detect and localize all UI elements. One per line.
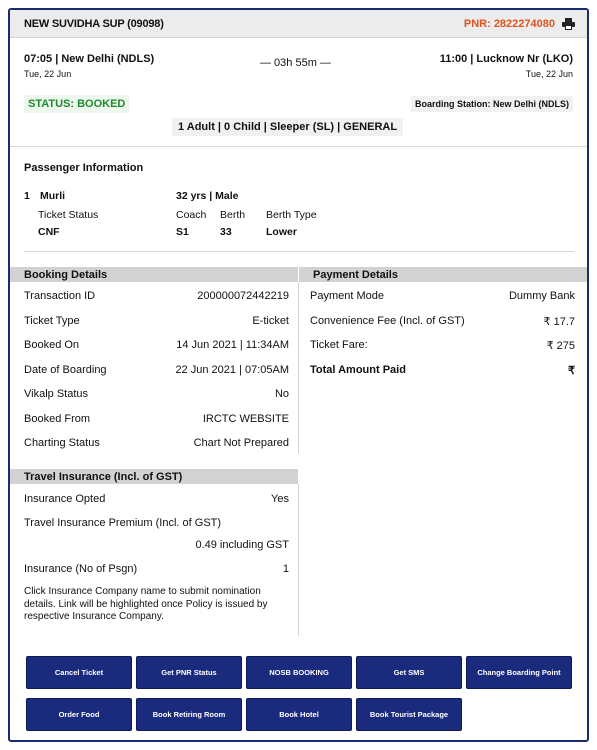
payment-label-ticket-fare: Ticket Fare: xyxy=(310,339,368,351)
booking-details-header: Booking Details xyxy=(10,267,298,282)
cancel-ticket-button[interactable]: Cancel Ticket xyxy=(26,656,132,689)
booking-label-booked-from: Booked From xyxy=(24,413,91,425)
berth-type-label: Berth Type xyxy=(266,209,317,221)
insurance-premium-value: 0.49 including GST xyxy=(195,539,289,551)
coach-value: S1 xyxy=(176,226,189,238)
payment-value-mode: Dummy Bank xyxy=(508,290,575,302)
book-hotel-button[interactable]: Book Hotel xyxy=(246,698,352,731)
payment-label-mode: Payment Mode xyxy=(310,290,384,302)
journey-summary xyxy=(10,50,587,90)
coach-label: Coach xyxy=(176,209,207,221)
book-retiring-room-button[interactable]: Book Retiring Room xyxy=(136,698,242,731)
booking-label-vikalp-status: Vikalp Status xyxy=(24,388,89,400)
payment-value-convenience-fee: ₹ 17.7 xyxy=(543,316,575,328)
booking-value-booked-on: 14 Jun 2021 | 11:34AM xyxy=(176,339,289,351)
get-pnr-status-button[interactable]: Get PNR Status xyxy=(136,656,242,689)
divider xyxy=(24,251,574,252)
payment-label-convenience-fee: Convenience Fee (Incl. of GST) xyxy=(310,315,465,327)
print-icon[interactable] xyxy=(562,18,575,30)
ticket-status-label: Ticket Status xyxy=(38,209,99,221)
booking-value-charting-status: Chart Not Prepared xyxy=(193,437,289,449)
boarding-station: Boarding Station: New Delhi (NDLS) xyxy=(411,96,573,112)
berth-value: 33 xyxy=(220,226,232,238)
get-sms-button[interactable]: Get SMS xyxy=(356,656,462,689)
departure-date: Tue, 22 Jun xyxy=(24,69,72,79)
passenger-index: 1 xyxy=(24,190,30,202)
arrival-date: Tue, 22 Jun xyxy=(525,69,573,79)
payment-value-ticket-fare: ₹ 275 xyxy=(546,340,575,352)
payment-value-total: ₹ xyxy=(568,365,575,377)
booking-label-ticket-type: Ticket Type xyxy=(24,315,80,327)
passenger-age-gender: 32 yrs | Male xyxy=(176,190,239,202)
status-badge: STATUS: BOOKED xyxy=(24,95,129,113)
passenger-info-title: Passenger Information xyxy=(24,162,144,174)
train-name: NEW SUVIDHA SUP (09098) xyxy=(24,18,164,30)
insurance-count-value: 1 xyxy=(282,563,289,575)
journey-duration: — 03h 55m — xyxy=(260,57,331,69)
insurance-header: Travel Insurance (Incl. of GST) xyxy=(10,469,298,484)
insurance-opted-label: Insurance Opted xyxy=(24,493,106,505)
insurance-count-label: Insurance (No of Psgn) xyxy=(24,563,138,575)
booking-label-charting-status: Charting Status xyxy=(24,437,100,449)
insurance-note: Click Insurance Company name to submit nomination details. Link will be highlighted once Policy is issued by respective Insurance Company. xyxy=(24,586,268,622)
booking-label-transaction-id: Transaction ID xyxy=(24,290,96,302)
berth-type-value: Lower xyxy=(266,226,297,238)
booking-value-vikalp-status: No xyxy=(274,388,289,400)
booking-label-date-of-boarding: Date of Boarding xyxy=(24,364,107,376)
divider xyxy=(10,146,587,147)
booking-value-transaction-id: 200000072442219 xyxy=(197,290,289,302)
ticket-status-value: CNF xyxy=(38,226,60,238)
passenger-name: Murli xyxy=(40,190,66,202)
booking-value-booked-from: IRCTC WEBSITE xyxy=(202,413,289,425)
insurance-opted-value: Yes xyxy=(271,493,289,505)
change-boarding-point-button[interactable]: Change Boarding Point xyxy=(466,656,572,689)
ticket-card xyxy=(8,8,589,742)
order-food-button[interactable]: Order Food xyxy=(26,698,132,731)
berth-label: Berth xyxy=(220,209,246,221)
payment-label-total: Total Amount Paid xyxy=(310,364,406,376)
payment-details-header: Payment Details xyxy=(299,267,587,282)
ticket-header xyxy=(10,10,587,38)
arrival-info: 11:00 | Lucknow Nr (LKO) xyxy=(439,53,573,65)
booking-value-date-of-boarding: 22 Jun 2021 | 07:05AM xyxy=(175,364,289,376)
column-divider xyxy=(298,282,299,454)
booking-value-ticket-type: E-ticket xyxy=(252,315,289,327)
book-tourist-package-button[interactable]: Book Tourist Package xyxy=(356,698,462,731)
departure-info: 07:05 | New Delhi (NDLS) xyxy=(24,53,155,65)
column-divider xyxy=(298,484,299,636)
insurance-premium-label: Travel Insurance Premium (Incl. of GST) xyxy=(24,517,222,529)
nosb-booking-button[interactable]: NOSB BOOKING xyxy=(246,656,352,689)
booking-label-booked-on: Booked On xyxy=(24,339,80,351)
pnr-number: PNR: 2822274080 xyxy=(463,18,555,30)
class-summary: 1 Adult | 0 Child | Sleeper (SL) | GENERAL xyxy=(172,118,403,136)
